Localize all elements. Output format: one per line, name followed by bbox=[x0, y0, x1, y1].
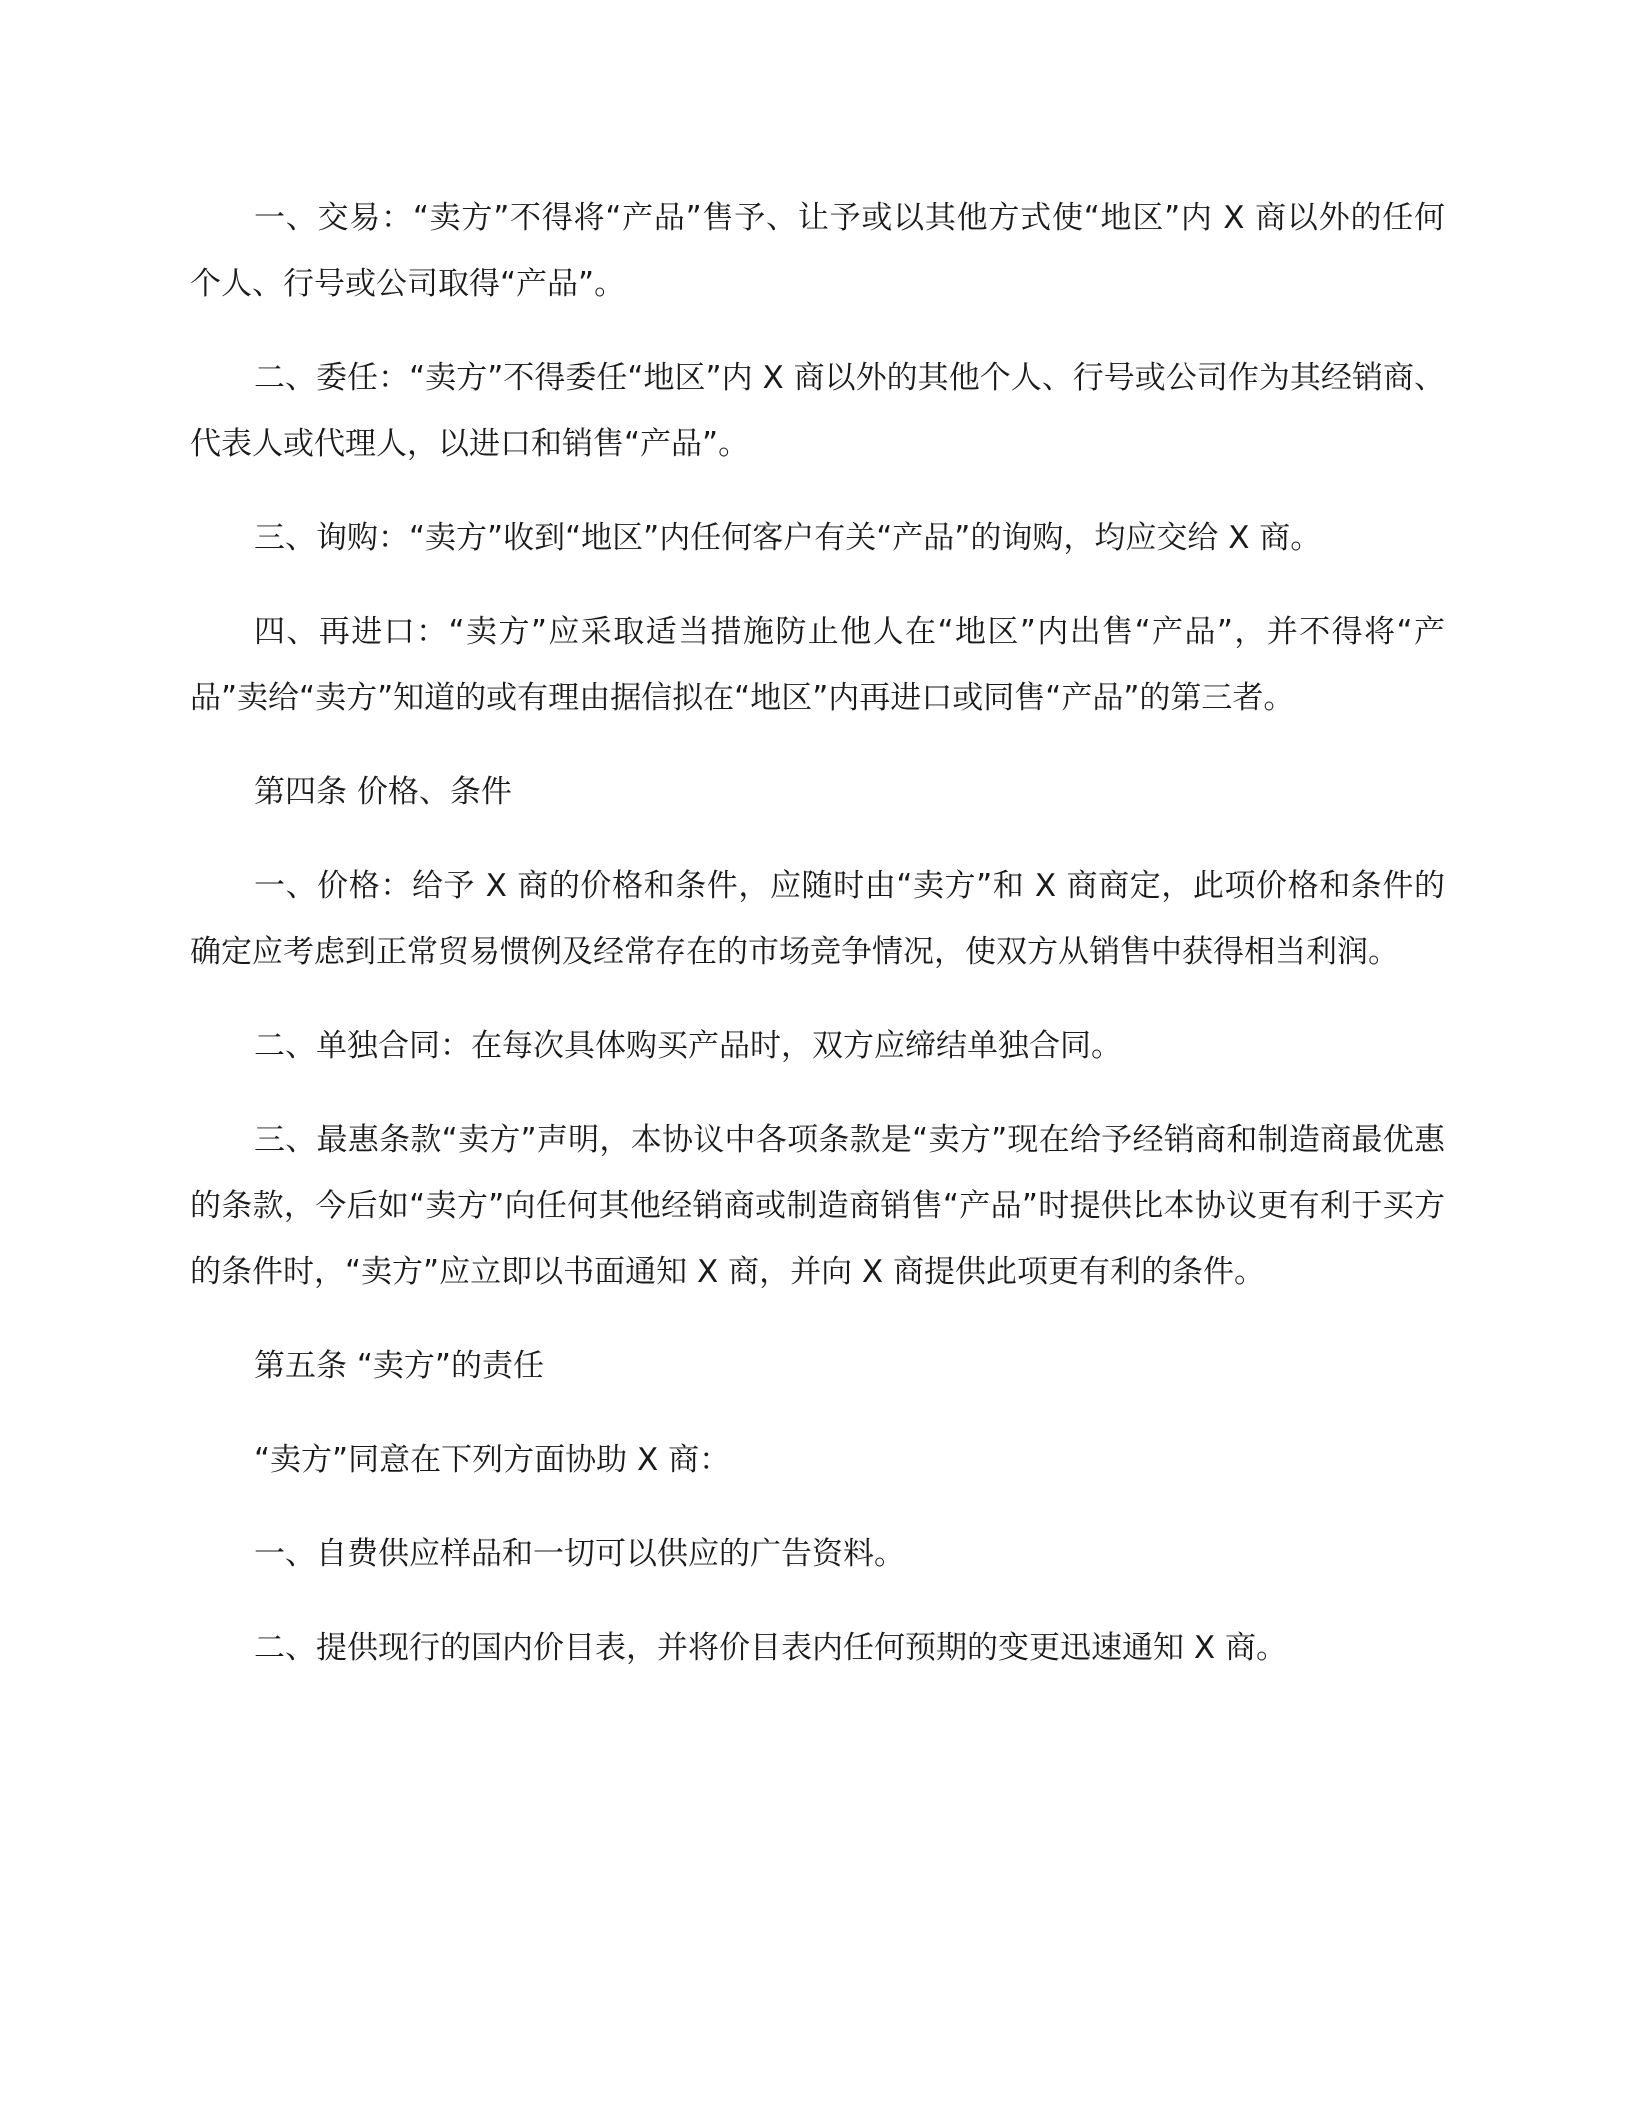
article-5-heading: 第五条 “卖方”的责任 bbox=[254, 1348, 544, 1384]
clause-appointment: 二、委任：“卖方”不得委任“地区”内 X 商以外的其他个人、行号或公司作为其经销商、代表人或代理人，以进口和销售“产品”。 bbox=[190, 360, 1445, 462]
clause-price: 一、价格：给予 X 商的价格和条件，应随时由“卖方”和 X 商商定，此项价格和条件的确定应考虑到正常贸易惯例及经常存在的市场竞争情况，使双方从销售中获得相当利润。 bbox=[190, 868, 1445, 970]
clause-reimport: 四、再进口：“卖方”应采取适当措施防止他人在“地区”内出售“产品”，并不得将“产品”卖给“卖方”知道的或有理由据信拟在“地区”内再进口或同售“产品”的第三者。 bbox=[190, 614, 1445, 716]
document-body bbox=[190, 185, 1445, 1709]
clause-inquiry: 三、询购：“卖方”收到“地区”内任何客户有关“产品”的询购，均应交给 X 商。 bbox=[254, 520, 1322, 556]
clause-samples: 一、自费供应样品和一切可以供应的广告资料。 bbox=[254, 1536, 905, 1572]
clause-price-list: 二、提供现行的国内价目表，并将价目表内任何预期的变更迅速通知 X 商。 bbox=[254, 1630, 1287, 1666]
article-4-heading: 第四条 价格、条件 bbox=[254, 774, 512, 810]
seller-agreement-intro: “卖方”同意在下列方面协助 X 商： bbox=[254, 1442, 731, 1478]
clause-separate-contract: 二、单独合同：在每次具体购买产品时，双方应缔结单独合同。 bbox=[254, 1028, 1122, 1064]
clause-transaction: 一、交易：“卖方”不得将“产品”售予、让予或以其他方式使“地区”内 X 商以外的任何个人、行号或公司取得“产品”。 bbox=[190, 200, 1445, 302]
clause-most-favored: 三、最惠条款“卖方”声明，本协议中各项条款是“卖方”现在给予经销商和制造商最优惠的条款，今后如“卖方”向任何其他经销商或制造商销售“产品”时提供比本协议更有利于买方的条件时，“卖方”应立即以书面通知 X 商，并向 X 商提供此项更有利的条件。 bbox=[190, 1122, 1445, 1290]
